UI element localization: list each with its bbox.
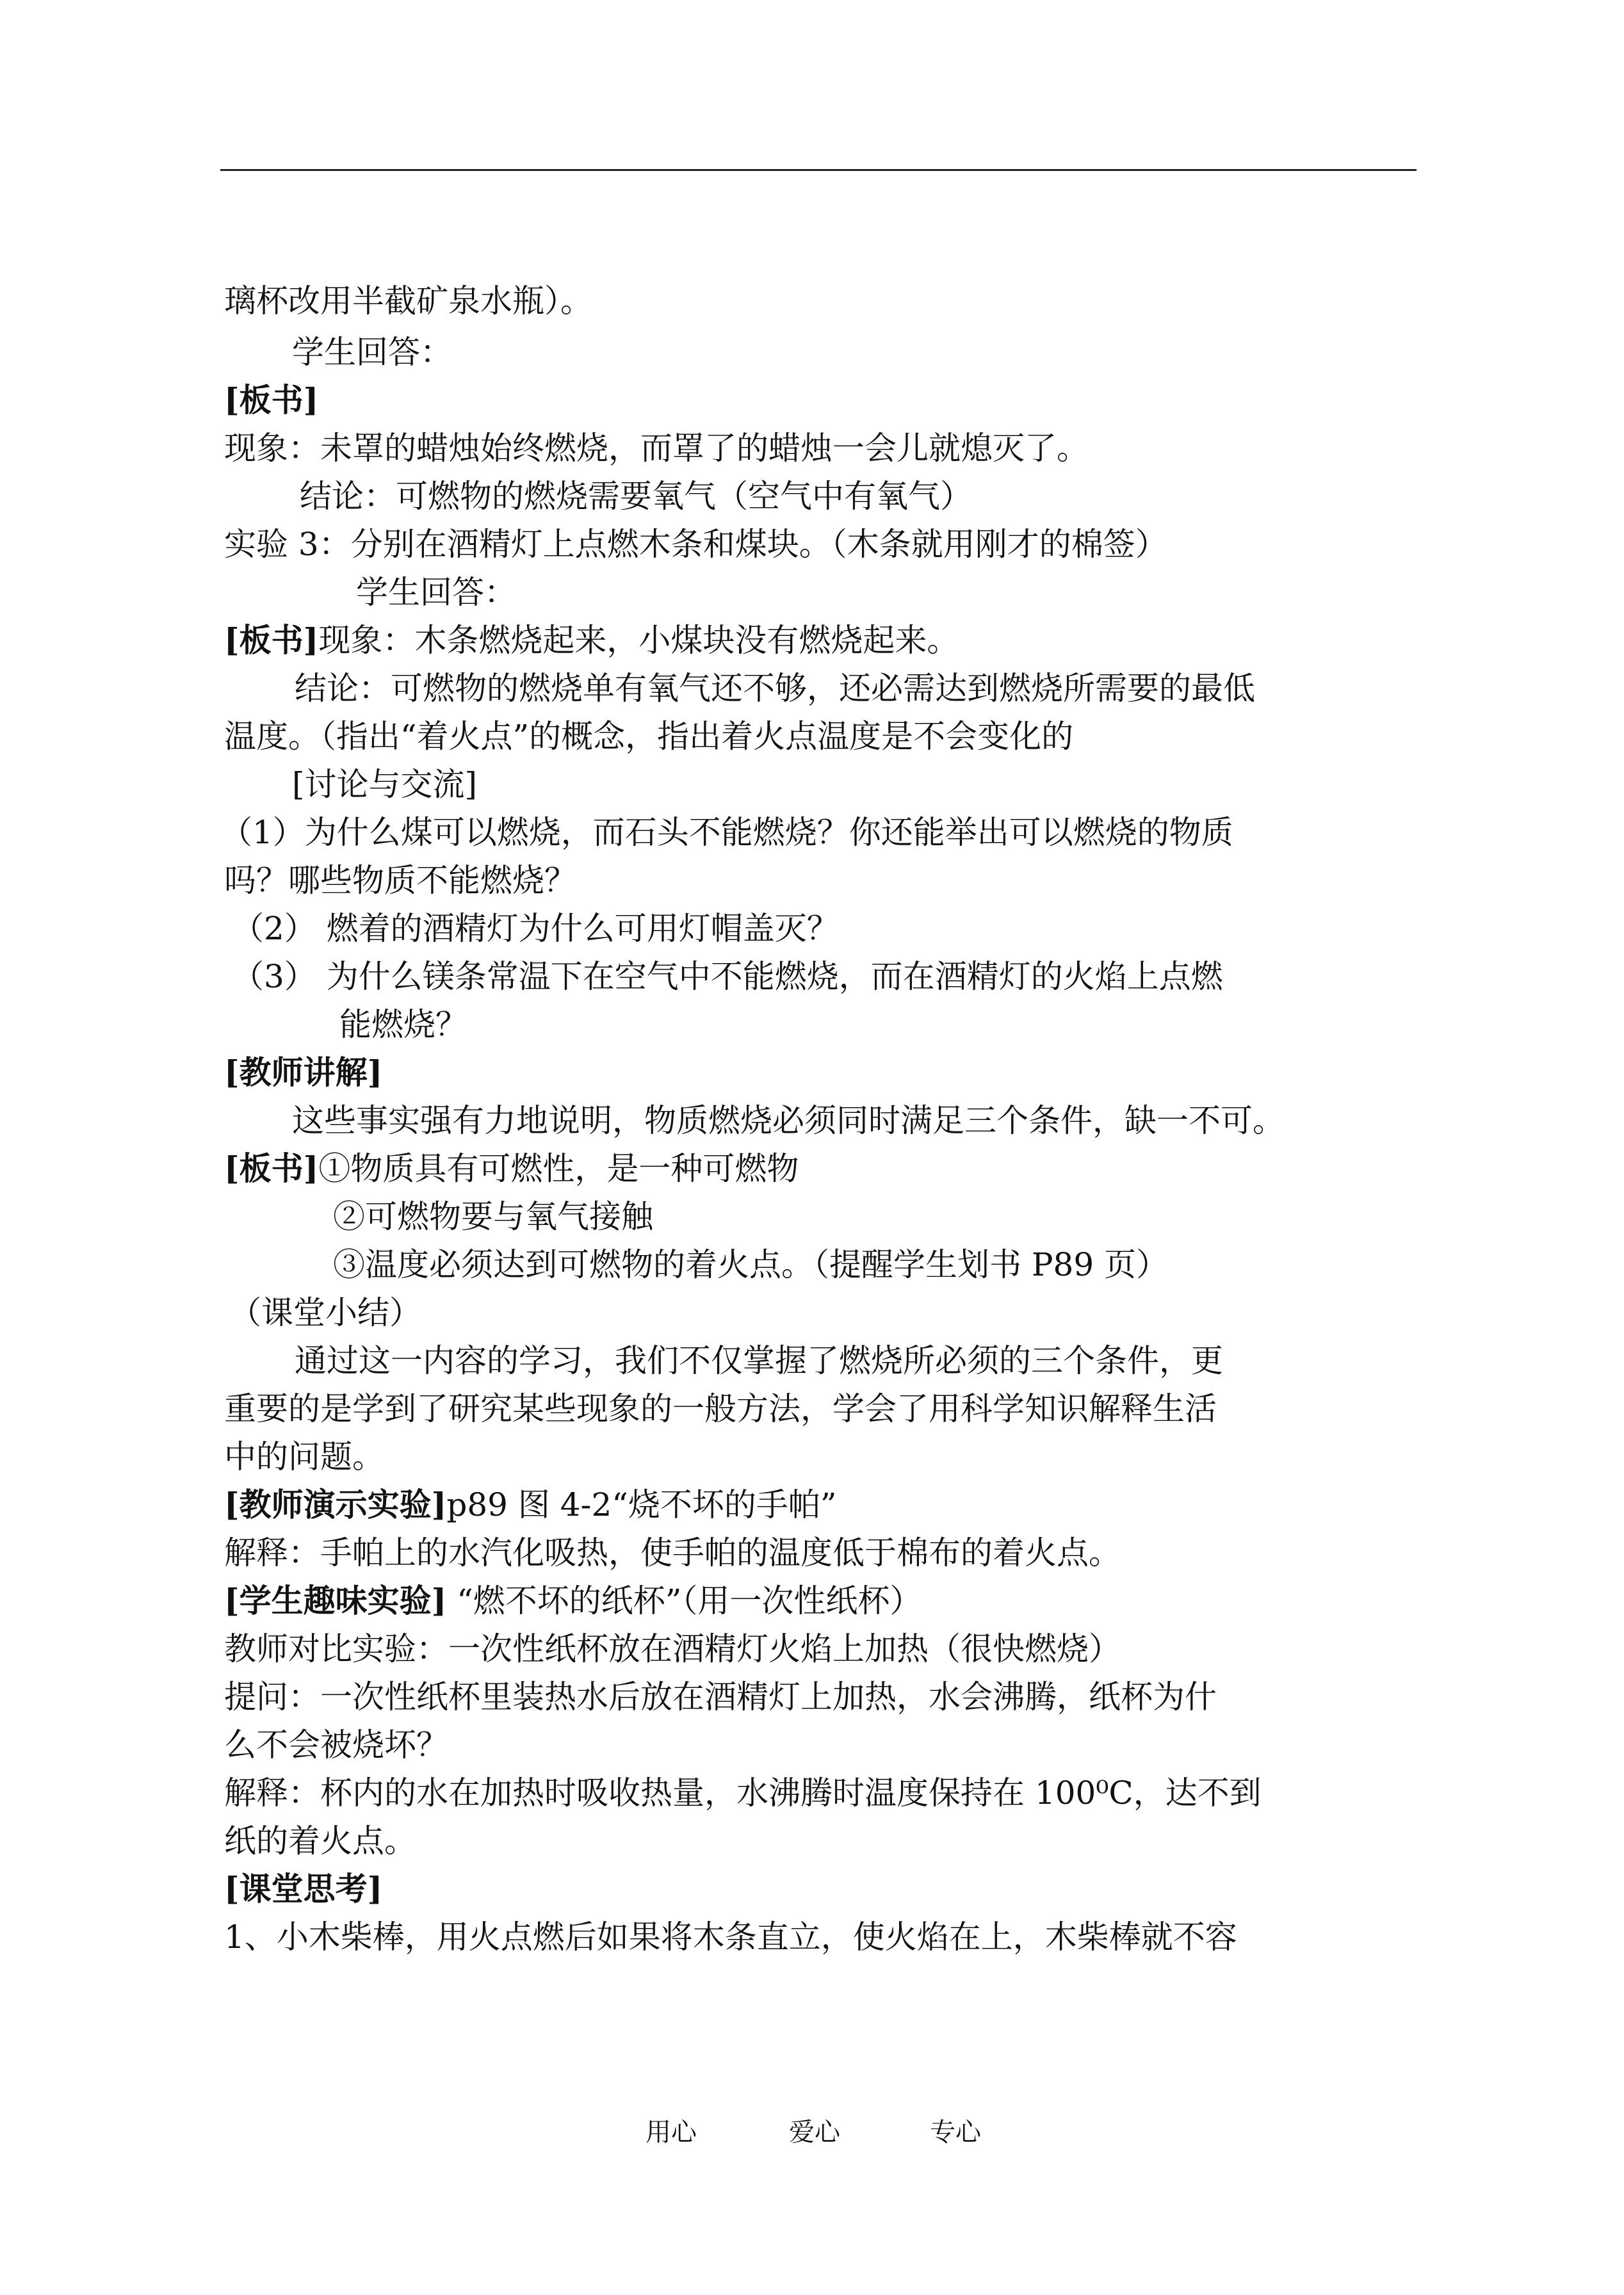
text-line: 提问：一次性纸杯里装热水后放在酒精灯上加热，水会沸腾，纸杯为什 — [224, 1678, 1217, 1715]
text-line: 这些事实强有力地说明，物质燃烧必须同时满足三个条件，缺一不可。 — [292, 1102, 1285, 1139]
text-line: 中的问题。 — [224, 1438, 384, 1475]
header-rule — [220, 169, 1417, 171]
text-line: 教师对比实验：一次性纸杯放在酒精灯火焰上加热（很快燃烧） — [224, 1630, 1121, 1667]
text-line: （3） 为什么镁条常温下在空气中不能燃烧，而在酒精灯的火焰上点燃 — [232, 958, 1223, 995]
text-line: 解释：杯内的水在加热时吸收热量，水沸腾时温度保持在 100⁰C，达不到 — [224, 1774, 1262, 1812]
text-line: [板书]①物质具有可燃性，是一种可燃物 — [224, 1149, 799, 1187]
text-line: （1）为什么煤可以燃烧，而石头不能燃烧？你还能举出可以燃烧的物质 — [220, 814, 1233, 851]
text-line: 现象：未罩的蜡烛始终燃烧，而罩了的蜡烛一会儿就熄灭了。 — [224, 430, 1089, 467]
text-line: 结论：可燃物的燃烧单有氧气还不够，还必需达到燃烧所需要的最低 — [295, 670, 1255, 707]
text-line: （2） 燃着的酒精灯为什么可用灯帽盖灭？ — [232, 910, 839, 947]
text-line: [板书]现象：木条燃烧起来，小煤块没有燃烧起来。 — [224, 621, 959, 659]
text-line: 璃杯改用半截矿泉水瓶）。 — [224, 282, 592, 320]
text-line: ③温度必须达到可燃物的着火点。（提醒学生划书 P89 页） — [333, 1246, 1169, 1283]
text-line: 学生回答： — [356, 574, 516, 611]
text-line: 解释：手帕上的水汽化吸热，使手帕的温度低于棉布的着火点。 — [224, 1534, 1121, 1571]
text-line: 重要的是学到了研究某些现象的一般方法，学会了用科学知识解释生活 — [224, 1390, 1217, 1427]
footer-text: 爱心 — [789, 2118, 840, 2147]
text-line: 1、小木柴棒，用火点燃后如果将木条直立，使火焰在上，木柴棒就不容 — [224, 1918, 1237, 1956]
footer-text: 专心 — [930, 2118, 981, 2147]
text-line: [讨论与交流] — [292, 766, 478, 803]
text-line: 通过这一内容的学习，我们不仅掌握了燃烧所必须的三个条件，更 — [295, 1342, 1223, 1379]
page-footer — [0, 2113, 1624, 2152]
text-line: 么不会被烧坏？ — [224, 1726, 448, 1764]
footer-text: 用心 — [646, 2118, 697, 2147]
section-heading: [课堂思考] — [224, 1870, 383, 1908]
text-line: 纸的着火点。 — [224, 1822, 416, 1860]
text-line: [学生趣味实验] “燃不坏的纸杯”（用一次性纸杯） — [224, 1582, 922, 1619]
section-heading: [教师讲解] — [224, 1053, 383, 1091]
text-line: 实验 3：分别在酒精灯上点燃木条和煤块。（木条就用刚才的棉签） — [224, 526, 1167, 563]
text-line: 能燃烧？ — [339, 1006, 467, 1043]
text-line: ②可燃物要与氧气接触 — [333, 1198, 653, 1235]
text-line: 吗？哪些物质不能燃烧？ — [224, 862, 576, 899]
text-line: 温度。（指出“着火点”的概念，指出着火点温度是不会变化的 — [224, 718, 1074, 755]
text-line: 结论：可燃物的燃烧需要氧气（空气中有氧气） — [300, 478, 972, 515]
section-heading: [板书] — [224, 381, 319, 419]
text-line: [教师演示实验]p89 图 4-2“烧不坏的手帕” — [224, 1486, 837, 1523]
text-line: （课堂小结） — [229, 1294, 421, 1331]
text-line: 学生回答： — [292, 334, 452, 371]
